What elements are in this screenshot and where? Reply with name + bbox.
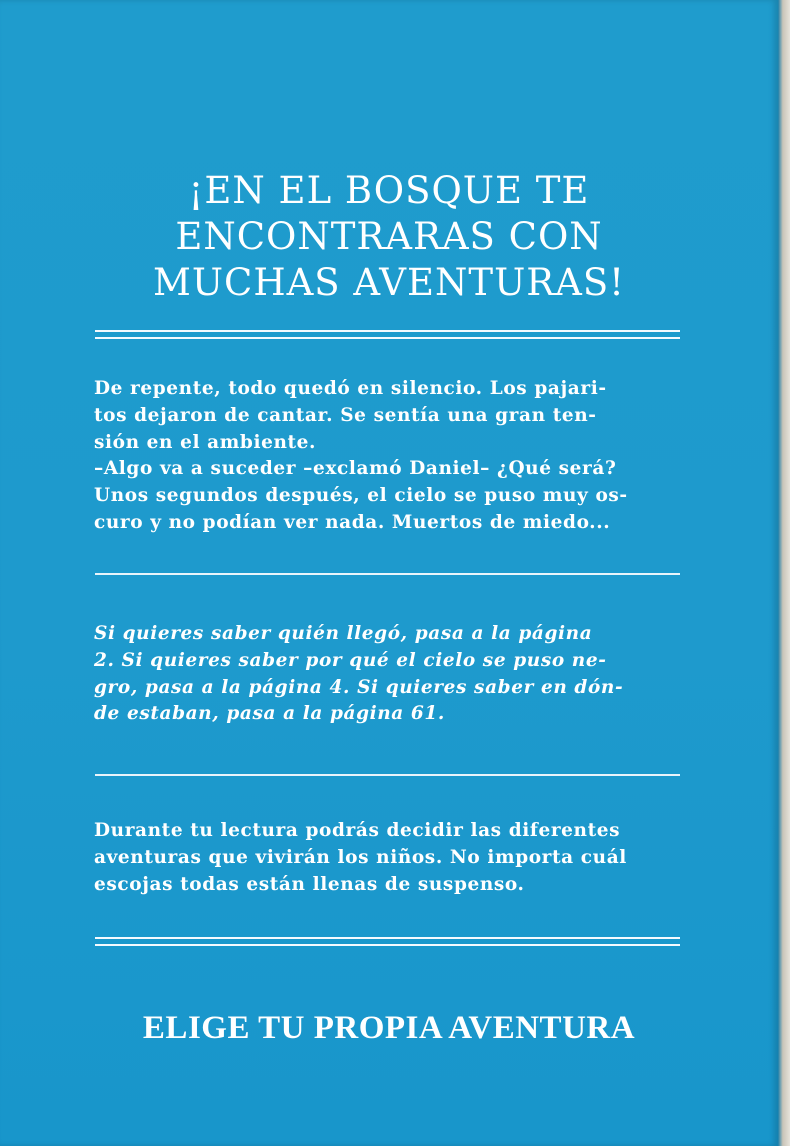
excerpt-paragraph: [94, 376, 694, 537]
double-divider: [95, 937, 680, 946]
excerpt-line: sión en el ambiente.: [94, 431, 317, 453]
choices-line: gro, pasa a la página 4. Si quieres saber en dón-: [94, 676, 624, 698]
description-line: escojas todas están llenas de suspenso.: [94, 873, 525, 895]
excerpt-line: curo y no podían ver nada. Muertos de miedo...: [94, 511, 611, 533]
choices-paragraph: [94, 621, 694, 728]
headline: [0, 168, 778, 306]
excerpt-line: Unos segundos después, el cielo se puso muy os-: [94, 485, 628, 507]
choices-line: 2. Si quieres saber por qué el cielo se puso ne-: [94, 649, 607, 671]
divider: [95, 774, 680, 776]
headline-line: ¡EN EL BOSQUE TE: [188, 169, 590, 212]
excerpt-line: De repente, todo quedó en silencio. Los pajari-: [94, 378, 607, 399]
choices-line: de estaban, pasa a la página 61.: [94, 703, 445, 725]
divider: [95, 573, 680, 575]
headline-line: ENCONTRARAS CON: [175, 215, 603, 258]
page-edge: [778, 0, 790, 1146]
excerpt-line: tos dejaron de cantar. Se sentía una gran ten-: [94, 404, 597, 426]
description-paragraph: [94, 818, 694, 898]
description-line: aventuras que vivirán los niños. No importa cuál: [94, 846, 627, 868]
excerpt-line: –Algo va a suceder –exclamó Daniel– ¿Qué será?: [94, 458, 617, 480]
double-divider: [95, 330, 680, 339]
headline-line: MUCHAS AVENTURAS!: [152, 261, 626, 304]
choices-line: Si quieres saber quién llegó, pasa a la página: [94, 623, 593, 644]
series-title: ELIGE TU PROPIA AVENTURA: [142, 1010, 636, 1046]
description-line: Durante tu lectura podrás decidir las diferentes: [94, 820, 621, 841]
